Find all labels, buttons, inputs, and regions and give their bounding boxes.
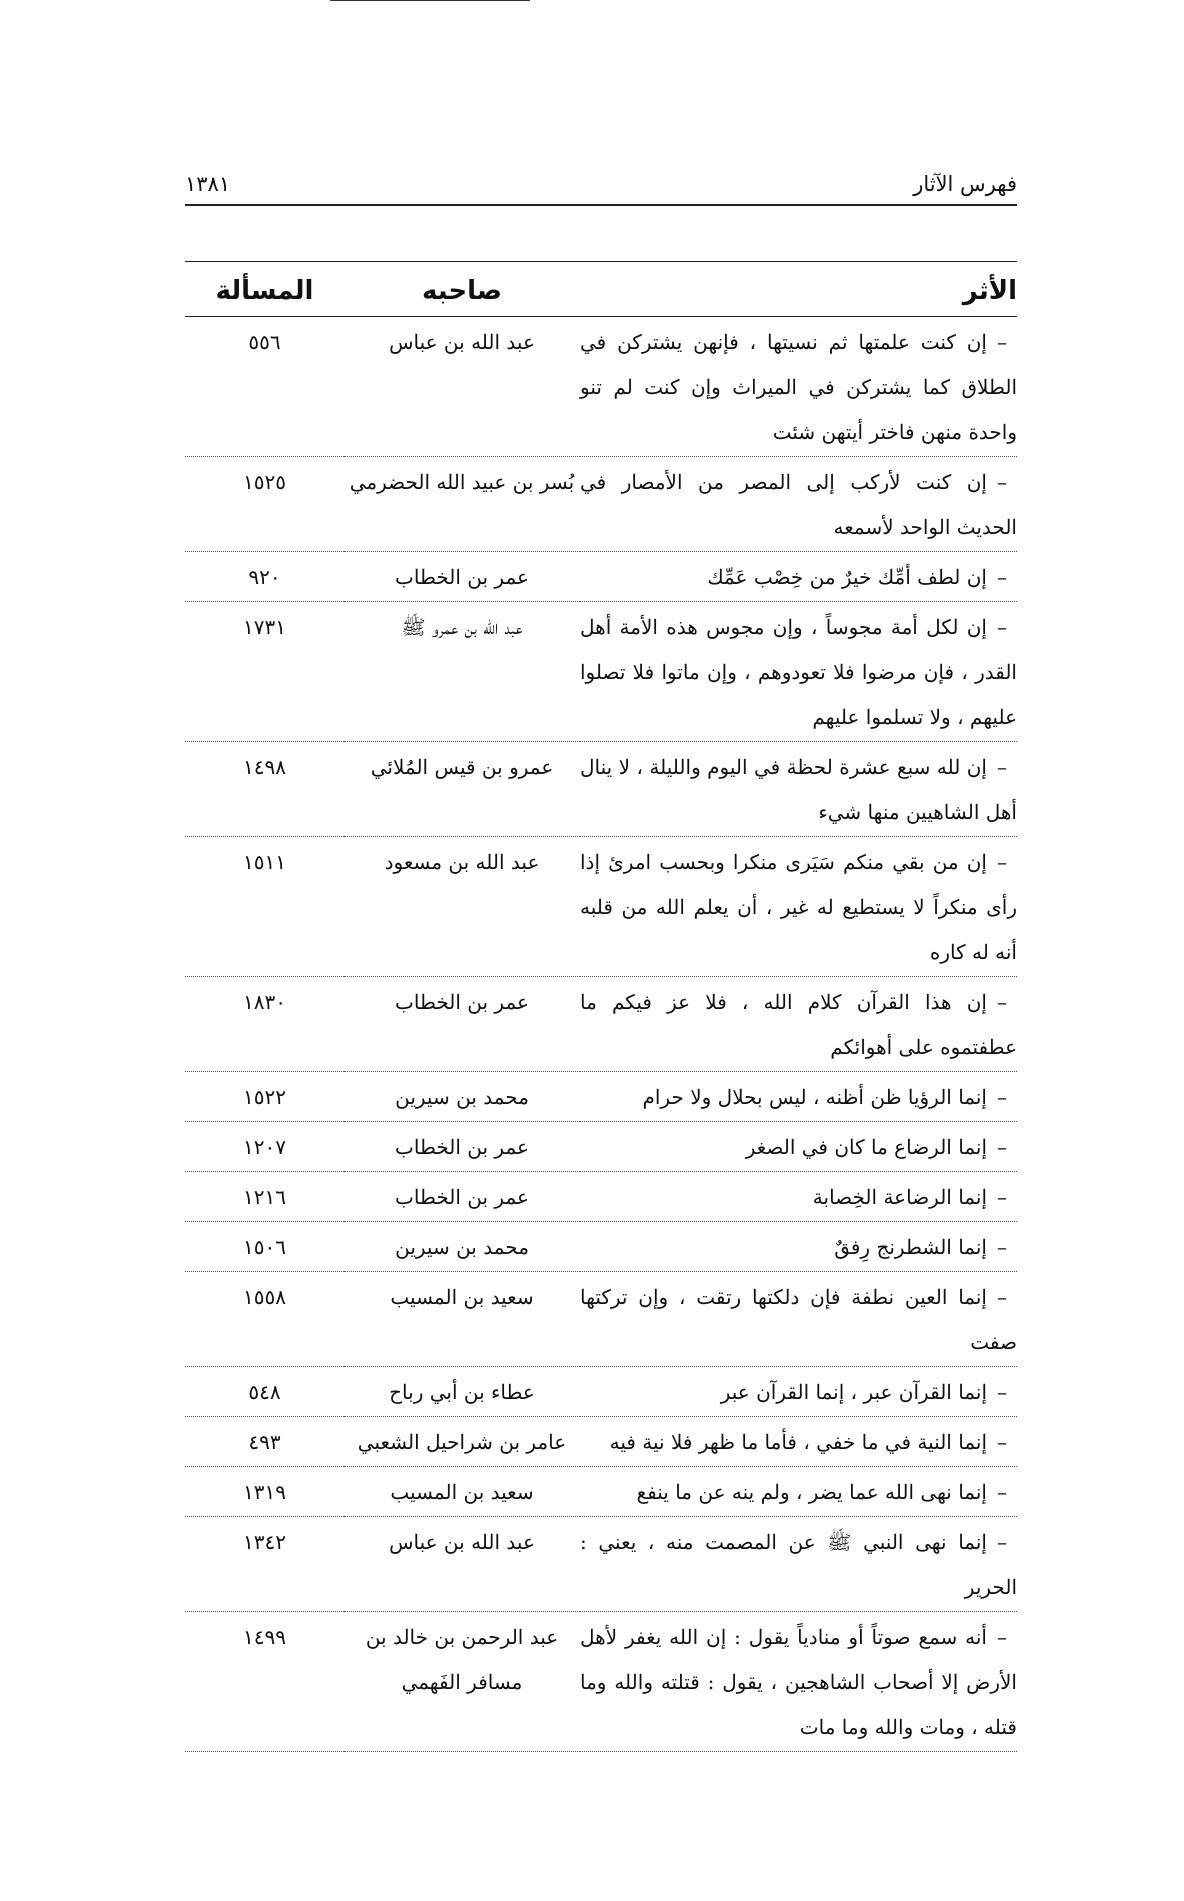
athar-text: إنما القرآن عبر ، إنما القرآن عبر <box>720 1380 987 1404</box>
column-header-athar: الأثر <box>580 262 1017 317</box>
table-row <box>185 837 1017 977</box>
athar-cell <box>580 1417 1017 1467</box>
table-row <box>185 1122 1017 1172</box>
masala-number-cell: ١٨٣٠ <box>185 977 344 1072</box>
table-body <box>185 317 1017 1752</box>
masala-number-cell: ١٥١١ <box>185 837 344 977</box>
dash-marker: – <box>997 1430 1007 1454</box>
dash-marker: – <box>997 330 1007 354</box>
sahib-cell: عمر بن الخطاب <box>344 552 580 602</box>
athar-cell <box>580 317 1017 457</box>
dash-marker: – <box>997 1480 1007 1504</box>
athar-text: إن لطف أمِّك خيرٌ من خِصْب عَمِّك <box>707 565 987 589</box>
sahib-cell: عامر بن شراحيل الشعبي <box>344 1417 580 1467</box>
dash-marker: – <box>997 565 1007 589</box>
dash-marker: – <box>997 1285 1007 1309</box>
athar-cell <box>580 552 1017 602</box>
dash-marker: – <box>997 1625 1007 1649</box>
table-row <box>185 1367 1017 1417</box>
athar-cell <box>580 1172 1017 1222</box>
sahib-cell: عمرو بن قيس المُلائي <box>344 742 580 837</box>
masala-number-cell: ١٥٢٥ <box>185 457 344 552</box>
athar-cell <box>580 837 1017 977</box>
dash-marker: – <box>997 1530 1007 1554</box>
table-header-row <box>185 262 1017 317</box>
dash-marker: – <box>997 1235 1007 1259</box>
masala-number-cell: ٩٢٠ <box>185 552 344 602</box>
athar-text: إن لكل أمة مجوساً ، وإن مجوس هذه الأمة أهل القدر ، فإن مرضوا فلا تعودوهم ، وإن ماتوا فلا تصلوا عليهم ، ولا تسلموا عليهم <box>580 615 1017 729</box>
athar-cell <box>580 1517 1017 1612</box>
sahib-cell: بُسر بن عبيد الله الحضرمي <box>344 457 580 552</box>
sahib-cell: عمر بن الخطاب <box>344 977 580 1072</box>
athar-text: إنما العين نطفة فإن دلكتها رتقت ، وإن تركتها صفت <box>580 1285 1017 1354</box>
masala-number-cell: ١٣١٩ <box>185 1467 344 1517</box>
table-row <box>185 1172 1017 1222</box>
column-header-masala: المسألة <box>185 262 344 317</box>
table-row <box>185 457 1017 552</box>
page-number: ١٣٨١ <box>185 172 231 196</box>
dash-marker: – <box>997 615 1007 639</box>
athar-index-table <box>185 261 1017 1752</box>
athar-cell <box>580 1612 1017 1752</box>
table-row <box>185 1467 1017 1517</box>
athar-cell <box>580 1272 1017 1367</box>
table-row <box>185 317 1017 457</box>
masala-number-cell: ٥٥٦ <box>185 317 344 457</box>
top-rule <box>330 0 530 1</box>
dash-marker: – <box>997 1185 1007 1209</box>
athar-cell <box>580 602 1017 742</box>
table-row <box>185 552 1017 602</box>
table-row <box>185 602 1017 742</box>
masala-number-cell: ١٥٥٨ <box>185 1272 344 1367</box>
masala-number-cell: ١٢٠٧ <box>185 1122 344 1172</box>
masala-number-cell: ١٢١٦ <box>185 1172 344 1222</box>
athar-text: إن هذا القرآن كلام الله ، فلا عز فيكم ما عطفتموه على أهوائكم <box>580 990 1017 1059</box>
athar-text: إن كنت لأركب إلى المصر من الأمصار في الحديث الواحد لأسمعه <box>580 470 1017 539</box>
masala-number-cell: ١٤٩٩ <box>185 1612 344 1752</box>
athar-cell <box>580 457 1017 552</box>
athar-cell <box>580 1122 1017 1172</box>
table-row <box>185 1072 1017 1122</box>
sahib-cell: عبد الله بن مسعود <box>344 837 580 977</box>
athar-cell <box>580 742 1017 837</box>
sahib-cell: سعيد بن المسيب <box>344 1467 580 1517</box>
dash-marker: – <box>997 990 1007 1014</box>
sahib-cell: عبد الله بن عباس <box>344 317 580 457</box>
masala-number-cell: ١٥٢٢ <box>185 1072 344 1122</box>
masala-number-cell: ١٧٣١ <box>185 602 344 742</box>
dash-marker: – <box>997 755 1007 779</box>
athar-cell <box>580 1222 1017 1272</box>
athar-text: إنما نهى الله عما يضر ، ولم ينه عن ما ينفع <box>636 1480 987 1504</box>
sahib-cell: محمد بن سيرين <box>344 1072 580 1122</box>
table-row <box>185 1417 1017 1467</box>
athar-text: إن من بقي منكم سَيَرى منكرا وبحسب امرئ إذا رأى منكراً لا يستطيع له غير ، أن يعلم الله من قلبه أنه له كاره <box>580 850 1017 964</box>
sahib-cell: عبد الرحمن بن خالد بن مسافر الفَهمي <box>344 1612 580 1752</box>
sahib-cell: عبد الله بن عباس <box>344 1517 580 1612</box>
sahib-cell: سعيد بن المسيب <box>344 1272 580 1367</box>
athar-text: أنه سمع صوتاً أو منادياً يقول : إن الله يغفر لأهل الأرض إلا أصحاب الشاهجين ، يقول : قتلته والله وما قتله ، ومات والله وما مات <box>580 1625 1017 1739</box>
masala-number-cell: ١٣٤٢ <box>185 1517 344 1612</box>
athar-cell <box>580 1367 1017 1417</box>
athar-text: إنما الشطرنج رِفقٌ <box>834 1235 987 1259</box>
athar-cell <box>580 977 1017 1072</box>
athar-text: إن لله سبع عشرة لحظة في اليوم والليلة ، لا ينال أهل الشاهيين منها شيء <box>580 755 1017 824</box>
athar-cell <box>580 1072 1017 1122</box>
sahib-cell: عمر بن الخطاب <box>344 1172 580 1222</box>
athar-text: إنما الرضاعة الخِصابة <box>812 1185 987 1209</box>
athar-text: إنما الرضاع ما كان في الصغر <box>745 1135 987 1159</box>
sahib-cell: عطاء بن أبي رباح <box>344 1367 580 1417</box>
table-row <box>185 1612 1017 1752</box>
page-header <box>185 172 1017 206</box>
masala-number-cell: ١٥٠٦ <box>185 1222 344 1272</box>
dash-marker: – <box>997 470 1007 494</box>
masala-number-cell: ٥٤٨ <box>185 1367 344 1417</box>
dash-marker: – <box>997 1135 1007 1159</box>
table-row <box>185 977 1017 1072</box>
table-row <box>185 1517 1017 1612</box>
dash-marker: – <box>997 1380 1007 1404</box>
athar-text: إنما النية في ما خفي ، فأما ما ظهر فلا نية فيه <box>609 1430 987 1454</box>
sahib-cell: عبد الله بن عمرو ﷺ <box>344 602 580 742</box>
athar-text: إنما نهى النبي ﷺ عن المصمت منه ، يعني : الحرير <box>580 1530 1017 1599</box>
table-row <box>185 1222 1017 1272</box>
athar-cell <box>580 1467 1017 1517</box>
dash-marker: – <box>997 850 1007 874</box>
athar-text: إن كنت علمتها ثم نسيتها ، فإنهن يشتركن في الطلاق كما يشتركن في الميراث وإن كنت لم تنو واحدة منهن فاختر أيتهن شئت <box>580 330 1017 444</box>
table-row <box>185 742 1017 837</box>
column-header-sahib: صاحبه <box>344 262 580 317</box>
dash-marker: – <box>997 1085 1007 1109</box>
athar-text: إنما الرؤيا ظن أظنه ، ليس بحلال ولا حرام <box>642 1085 987 1109</box>
masala-number-cell: ٤٩٣ <box>185 1417 344 1467</box>
sahib-cell: محمد بن سيرين <box>344 1222 580 1272</box>
table-row <box>185 1272 1017 1367</box>
sahib-cell: عمر بن الخطاب <box>344 1122 580 1172</box>
masala-number-cell: ١٤٩٨ <box>185 742 344 837</box>
header-title: فهرس الآثار <box>913 172 1017 196</box>
